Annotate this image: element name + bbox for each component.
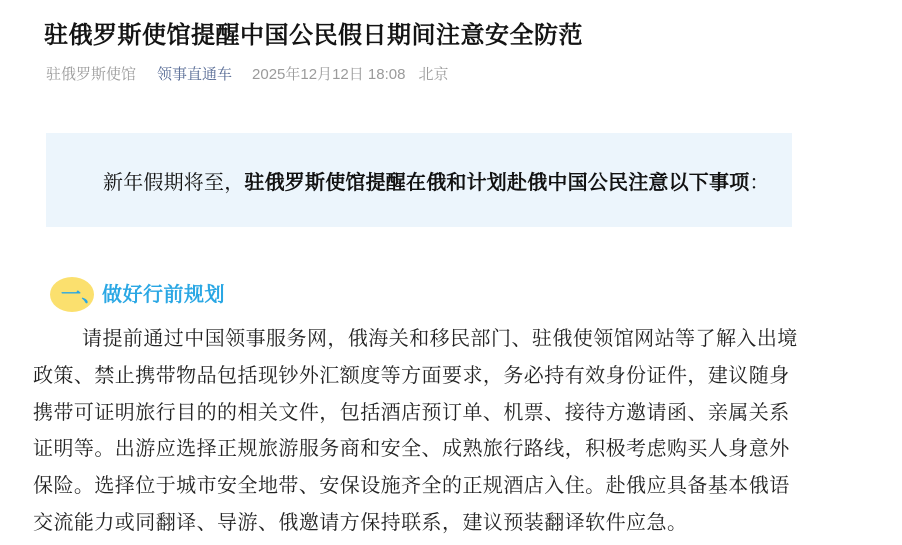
paragraph-line: 保险。选择位于城市安全地带、安保设施齐全的正规酒店入住。赴俄应具备基本俄语: [33, 475, 790, 498]
paragraph-line: 政策、禁止携带物品包括现钞外汇额度等方面要求，务必持有效身份证件，建议随身: [33, 364, 790, 387]
notice-text-bold: 驻俄罗斯使馆提醒在俄和计划赴俄中国公民注意以下事项: [244, 171, 750, 194]
paragraph-line: 证明等。出游应选择正规旅游服务商和安全、成熟旅行路线，积极考虑购买人身意外: [33, 438, 790, 461]
article-title: 驻俄罗斯使馆提醒中国公民假日期间注意安全防范: [44, 22, 583, 49]
account-link[interactable]: 领事直通车: [157, 66, 233, 83]
paragraph-line: 携带可证明旅行目的的相关文件，包括酒店预订单、机票、接待方邀请函、亲属关系: [33, 401, 790, 424]
publish-datetime: 2025年12月12日 18:08: [252, 66, 406, 83]
notice-box: [46, 133, 792, 227]
notice-text-regular: 新年假期将至，: [103, 171, 245, 194]
notice-text-suffix: ：: [749, 171, 770, 194]
paragraph-line: 请提前通过中国领事服务网，俄海关和移民部门、驻俄使领馆网站等了解入出境: [82, 328, 798, 350]
section-one-paragraph: [33, 321, 798, 542]
article-meta: [46, 63, 449, 84]
paragraph-line: 交流能力或同翻译、导游、俄邀请方保持联系，建议预装翻译软件应急。: [33, 511, 688, 534]
section-one-heading: 一、做好行前规划: [61, 284, 225, 306]
author-name: 驻俄罗斯使馆: [46, 66, 137, 83]
publish-location: 北京: [418, 66, 449, 83]
